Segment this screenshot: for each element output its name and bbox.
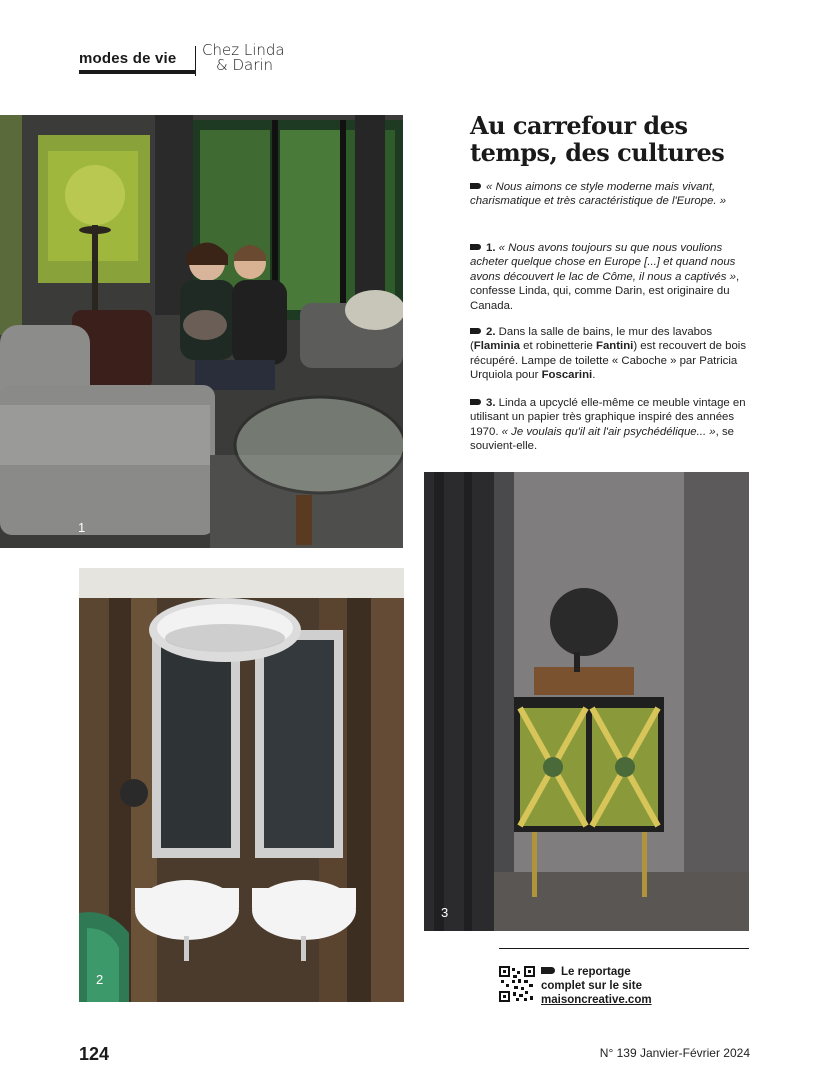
cabinet-illustration [424,472,749,931]
living-room-illustration [0,115,403,548]
qr-code-icon[interactable] [499,966,535,1002]
paragraph-2-text-a: Dans la salle de bains, le mur des lavabos ( [470,326,713,353]
paragraph-2-text-c: ) est recouvert de bois récupéré. Lampe de toilette « Caboche » par Patricia Urquiola pour [470,340,747,382]
section-label: modes de vie [79,50,177,67]
paragraph-1 [470,241,755,313]
header-divider [195,46,196,76]
title-line2: temps, des cultures [470,138,725,167]
arrow-bullet-icon [470,244,481,250]
paragraph-2-text-d: . [592,369,596,382]
intro-quote: « Nous aimons ce style moderne mais vivant, charismatique et très caractéristique de l'Europe. » [470,181,727,208]
paragraph-2-number: 2. [486,326,496,338]
issue-info: N° 139 Janvier-Février 2024 [599,1046,750,1060]
promo-line1: Le reportage [561,966,631,978]
paragraph-3 [470,396,755,454]
photo-number-1: 1 [78,520,86,535]
paragraph-2-text-b: et robinetterie [520,340,596,353]
promo-divider [499,948,749,949]
photo-number-3: 3 [441,905,449,920]
arrow-bullet-icon [470,399,481,405]
section-underline [79,70,195,74]
bathroom-illustration [79,568,404,1002]
arrow-bullet-icon [470,328,481,334]
header-subtitle-line1: Chez Linda [202,41,285,59]
arrow-bullet-icon [541,967,555,974]
paragraph-2 [470,325,755,383]
intro-paragraph [470,180,755,209]
photo-cabinet [424,472,749,931]
photo-bathroom [79,568,404,1002]
header-subtitle [202,43,285,73]
page-number: 124 [79,1044,110,1064]
promo-block [541,965,652,1007]
brand-flaminia: Flaminia [473,340,521,353]
promo-line2: complet sur le site [541,980,642,992]
paragraph-1-number: 1. [486,242,496,254]
article-title [470,112,760,166]
brand-fantini: Fantini [596,340,634,353]
paragraph-1-text: , confesse Linda, qui, comme Darin, est originaire du Canada. [470,270,740,312]
paragraph-3-quote: « Je voulais qu'il ait l'air psychédélique... » [501,425,716,438]
promo-website-link[interactable]: maisoncreative.com [541,994,652,1006]
title-line1: Au carrefour des [470,111,688,140]
arrow-bullet-icon [470,183,481,189]
photo-number-2: 2 [96,972,104,987]
paragraph-1-quote: « Nous avons toujours su que nous voulions acheter quelque chose en Europe [...] et quand nous avons découvert le lac de Côme, il nous a captivés » [470,242,736,283]
photo-living-room [0,115,403,548]
paragraph-3-number: 3. [486,397,496,409]
header-subtitle-line2: & Darin [216,56,274,74]
brand-foscarini: Foscarini [541,369,593,382]
paragraph-3-text-a: Linda a upcyclé elle-même ce meuble vintage en utilisant un papier très graphique inspiré des années 1970. [470,397,746,438]
paragraph-3-text-b: , se souvient-elle. [470,425,734,453]
